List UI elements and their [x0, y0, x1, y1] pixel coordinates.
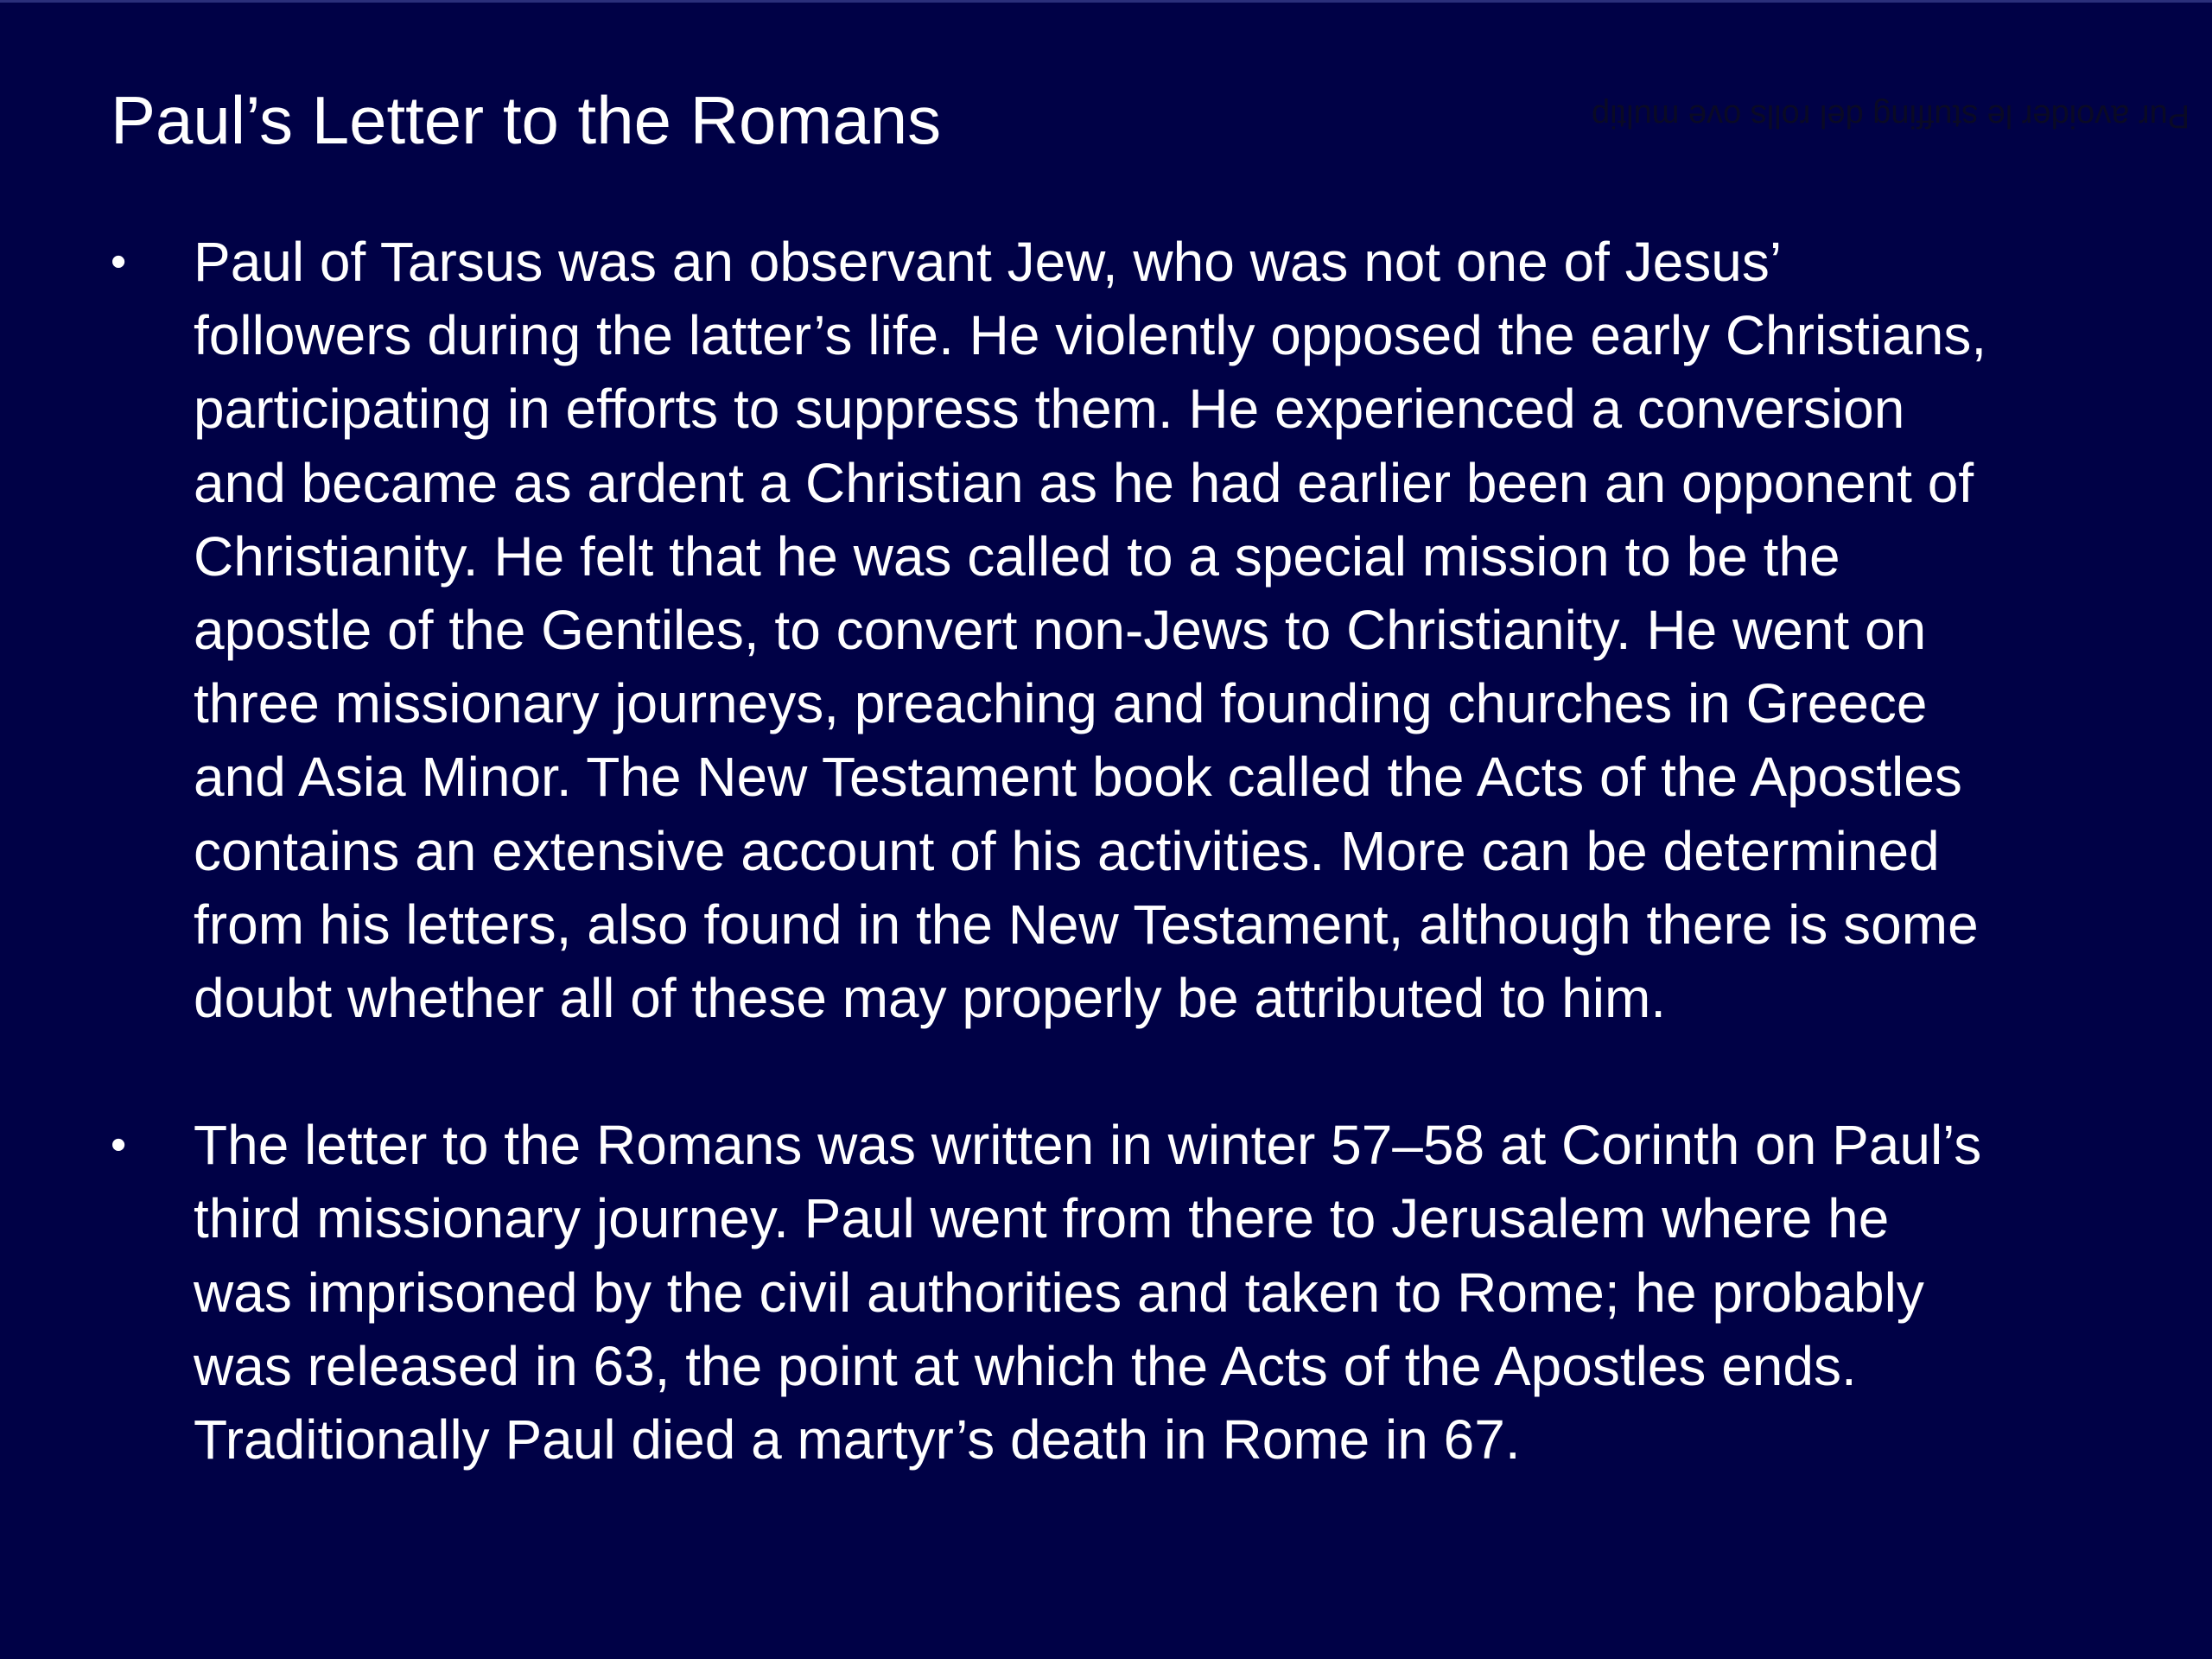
bullet-line: was released in 63, the point at which the Acts of the Apostles ends. — [194, 1334, 1857, 1397]
bullet-line: and Asia Minor. The New Testament book called the Acts of the Apostles — [194, 746, 1962, 809]
bullet-line: and became as ardent a Christian as he had earlier been an opponent of — [194, 451, 1974, 514]
bullet-line: Christianity. He felt that he was called to a special mission to be the — [194, 524, 1840, 588]
bullet-line: doubt whether all of these may properly be attributed to him. — [194, 967, 1667, 1030]
bullet-line: was imprisoned by the civil authorities and taken to Rome; he probably — [194, 1261, 1924, 1324]
bullet-line: three missionary journeys, preaching and founding churches in Greece — [194, 672, 1928, 735]
slide-title: Paul’s Letter to the Romans — [111, 82, 942, 158]
bullet-line: apostle of the Gentiles, to convert non-Jews to Christianity. He went on — [194, 599, 1927, 662]
bullet-icon: • — [111, 1120, 127, 1171]
bullet-line: The letter to the Romans was written in winter 57–58 at Corinth on Paul’s — [194, 1114, 1982, 1177]
bullet-line: contains an extensive account of his activities. More can be determined — [194, 819, 1940, 882]
mirrored-note: Pur avoider le stuffing del rolls ove multip — [1591, 98, 2190, 134]
bullet-item-paul-of-tarsus — [111, 226, 2193, 1035]
bullet-line: from his letters, also found in the New Testament, although there is some — [194, 893, 1979, 956]
bullet-icon: • — [111, 237, 127, 287]
bullet-line: Traditionally Paul died a martyr’s death in Rome in 67. — [194, 1408, 1521, 1471]
bullet-list — [111, 226, 2193, 1477]
bullet-line: third missionary journey. Paul went from there to Jerusalem where he — [194, 1187, 1890, 1250]
bullet-item-letter-to-romans — [111, 1109, 2193, 1477]
bullet-line: participating in efforts to suppress them. He experienced a conversion — [194, 378, 1905, 441]
bullet-line: Paul of Tarsus was an observant Jew, who was not one of Jesus’ — [194, 231, 1783, 293]
bullet-line: followers during the latter’s life. He violently opposed the early Christians, — [194, 304, 1987, 367]
